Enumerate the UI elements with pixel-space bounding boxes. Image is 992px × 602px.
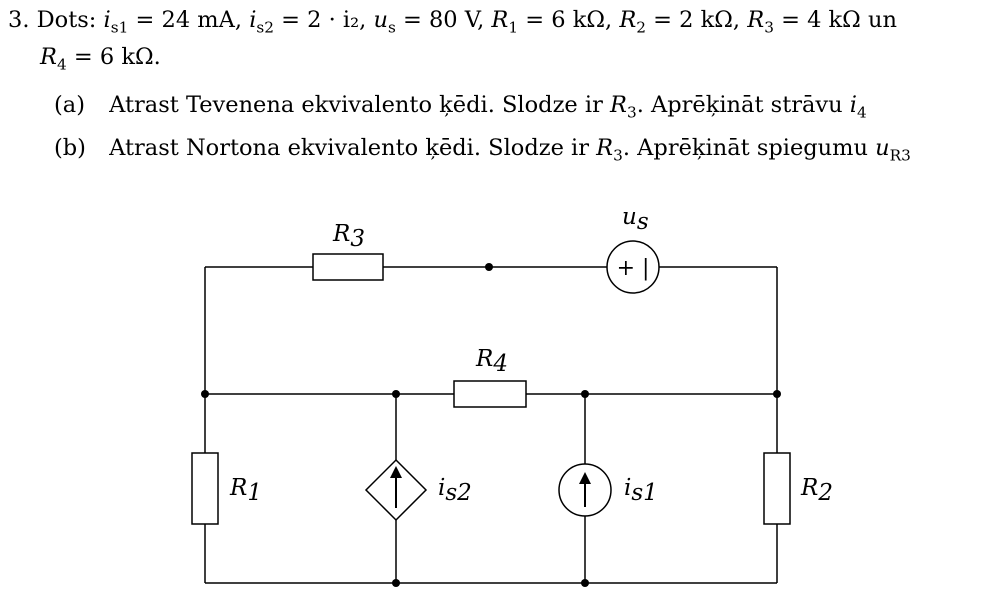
part-a-text: Atrast Tevenena ekvivalento ķēdi. Slodze ir xyxy=(109,92,603,118)
junction-dot xyxy=(392,390,400,398)
part-b-label: (b) xyxy=(54,135,86,161)
part-b-target-symbol: u xyxy=(875,135,890,161)
part-b-mid: . Aprēķināt spiegumu xyxy=(622,135,868,161)
part-a-target-symbol: i xyxy=(849,92,857,118)
condition-is1: $i_{s1} = 24$ mA, xyxy=(103,7,243,37)
junction-dot xyxy=(581,579,589,587)
part-a-mid: . Aprēķināt strāvu xyxy=(636,92,843,118)
problem-number: 3. xyxy=(8,7,30,33)
junction-dot xyxy=(201,390,209,398)
label-r4: R4 xyxy=(476,346,508,377)
condition-us: $u_s = 80$ V, xyxy=(373,7,485,37)
junction-dot xyxy=(773,390,781,398)
voltage-source-us xyxy=(607,241,659,293)
junction-dot xyxy=(392,579,400,587)
condition-r1: $R_1 = 6$ kΩ, xyxy=(491,7,613,37)
part-b-load-sub: 3 xyxy=(613,146,623,165)
current-source-is1 xyxy=(559,464,611,516)
source-polarity-label: + | xyxy=(616,256,650,281)
part-b-target-sub: R3 xyxy=(889,146,911,165)
label-r2: R2 xyxy=(801,475,833,506)
junction-dots xyxy=(201,263,781,587)
junction-dot xyxy=(485,263,493,271)
part-a-load-symbol: R xyxy=(610,92,627,118)
dependent-current-source-is2 xyxy=(366,460,426,520)
label-us: us xyxy=(622,204,649,235)
junction-dot xyxy=(581,390,589,398)
label-r3: R3 xyxy=(333,221,365,252)
part-a-label: (a) xyxy=(54,92,85,118)
part-b-load-symbol: R xyxy=(596,135,614,161)
condition-r4: $R_4 = 6$ kΩ. xyxy=(40,44,161,74)
label-r1: R1 xyxy=(230,475,262,506)
part-b-text: Atrast Nortona ekvivalento ķēdi. Slodze ir xyxy=(109,135,590,161)
resistor-r2 xyxy=(764,453,790,524)
label-is2: is2 xyxy=(438,475,472,506)
label-is1: is1 xyxy=(624,475,658,506)
resistor-r1 xyxy=(192,453,218,524)
part-a-target-sub: 4 xyxy=(856,103,867,122)
circuit-wires xyxy=(205,267,777,583)
problem-intro: Dots: xyxy=(36,7,97,33)
resistor-r4 xyxy=(454,381,526,407)
condition-r2: $R_2 = 2$ kΩ, xyxy=(619,7,741,37)
condition-is2: $i_{s2} = 2 \cdot i_2$, xyxy=(249,7,367,37)
condition-r3: $R_3 = 4$ kΩ un xyxy=(747,7,897,37)
part-a-load-sub: 3 xyxy=(626,103,637,122)
resistor-r3 xyxy=(313,254,383,280)
